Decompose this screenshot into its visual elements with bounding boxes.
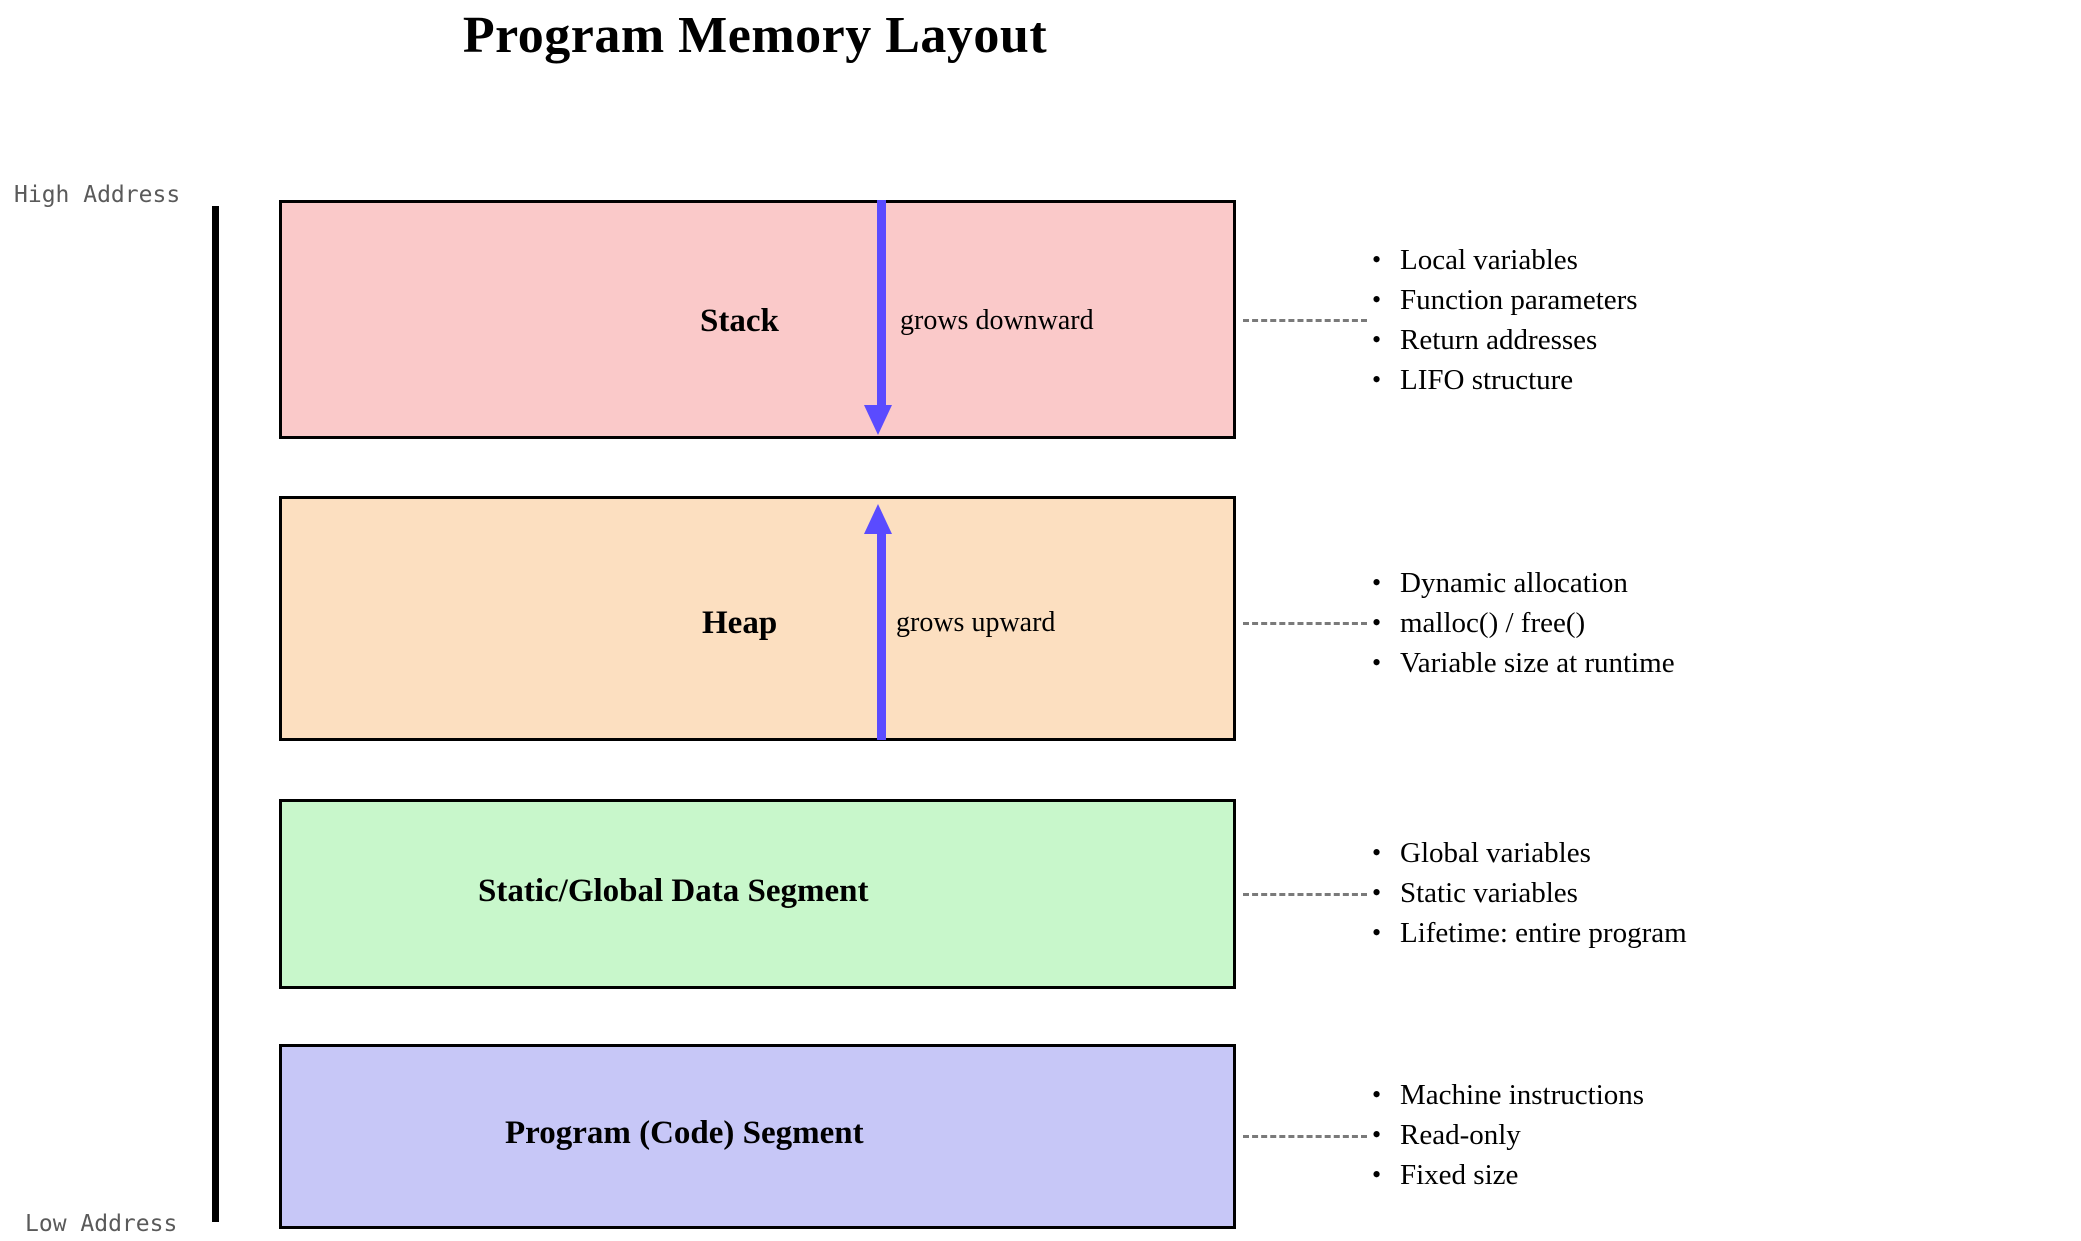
heap-growth-arrow-shaft — [877, 532, 886, 740]
note-item: • LIFO structure — [1372, 360, 1638, 400]
note-item: • Local variables — [1372, 240, 1638, 280]
note-item: • Lifetime: entire program — [1372, 913, 1687, 953]
note-item: • Fixed size — [1372, 1155, 1644, 1195]
connector-static — [1243, 893, 1367, 896]
segment-label-code: Program (Code) Segment — [505, 1115, 864, 1151]
connector-code — [1243, 1135, 1367, 1138]
note-item: • Machine instructions — [1372, 1075, 1644, 1115]
segment-label-static: Static/Global Data Segment — [478, 873, 869, 909]
connector-heap — [1243, 622, 1367, 625]
note-item: • Dynamic allocation — [1372, 563, 1675, 603]
address-axis-line — [212, 206, 219, 1222]
heap-growth-arrow-head-up-icon — [864, 504, 892, 534]
connector-stack — [1243, 319, 1367, 322]
note-item: • Function parameters — [1372, 280, 1638, 320]
note-item: • Static variables — [1372, 873, 1687, 913]
note-item: • Variable size at runtime — [1372, 643, 1675, 683]
segment-growth-note-stack: grows downward — [900, 305, 1094, 336]
note-item: • Global variables — [1372, 833, 1687, 873]
notes-static — [1372, 833, 1687, 953]
page-title: Program Memory Layout — [462, 7, 1048, 64]
note-item: • Return addresses — [1372, 320, 1638, 360]
note-item: • Read-only — [1372, 1115, 1644, 1155]
segment-label-stack: Stack — [700, 303, 779, 339]
stack-growth-arrow-shaft — [877, 200, 886, 408]
notes-code — [1372, 1075, 1644, 1195]
note-item: • malloc() / free() — [1372, 603, 1675, 643]
notes-stack — [1372, 240, 1638, 400]
low-address-label: Low Address — [25, 1211, 178, 1237]
segment-label-heap: Heap — [702, 605, 778, 641]
segment-growth-note-heap: grows upward — [896, 607, 1056, 638]
stack-growth-arrow-head-down-icon — [864, 405, 892, 435]
notes-heap — [1372, 563, 1675, 683]
high-address-label: High Address — [14, 182, 181, 208]
